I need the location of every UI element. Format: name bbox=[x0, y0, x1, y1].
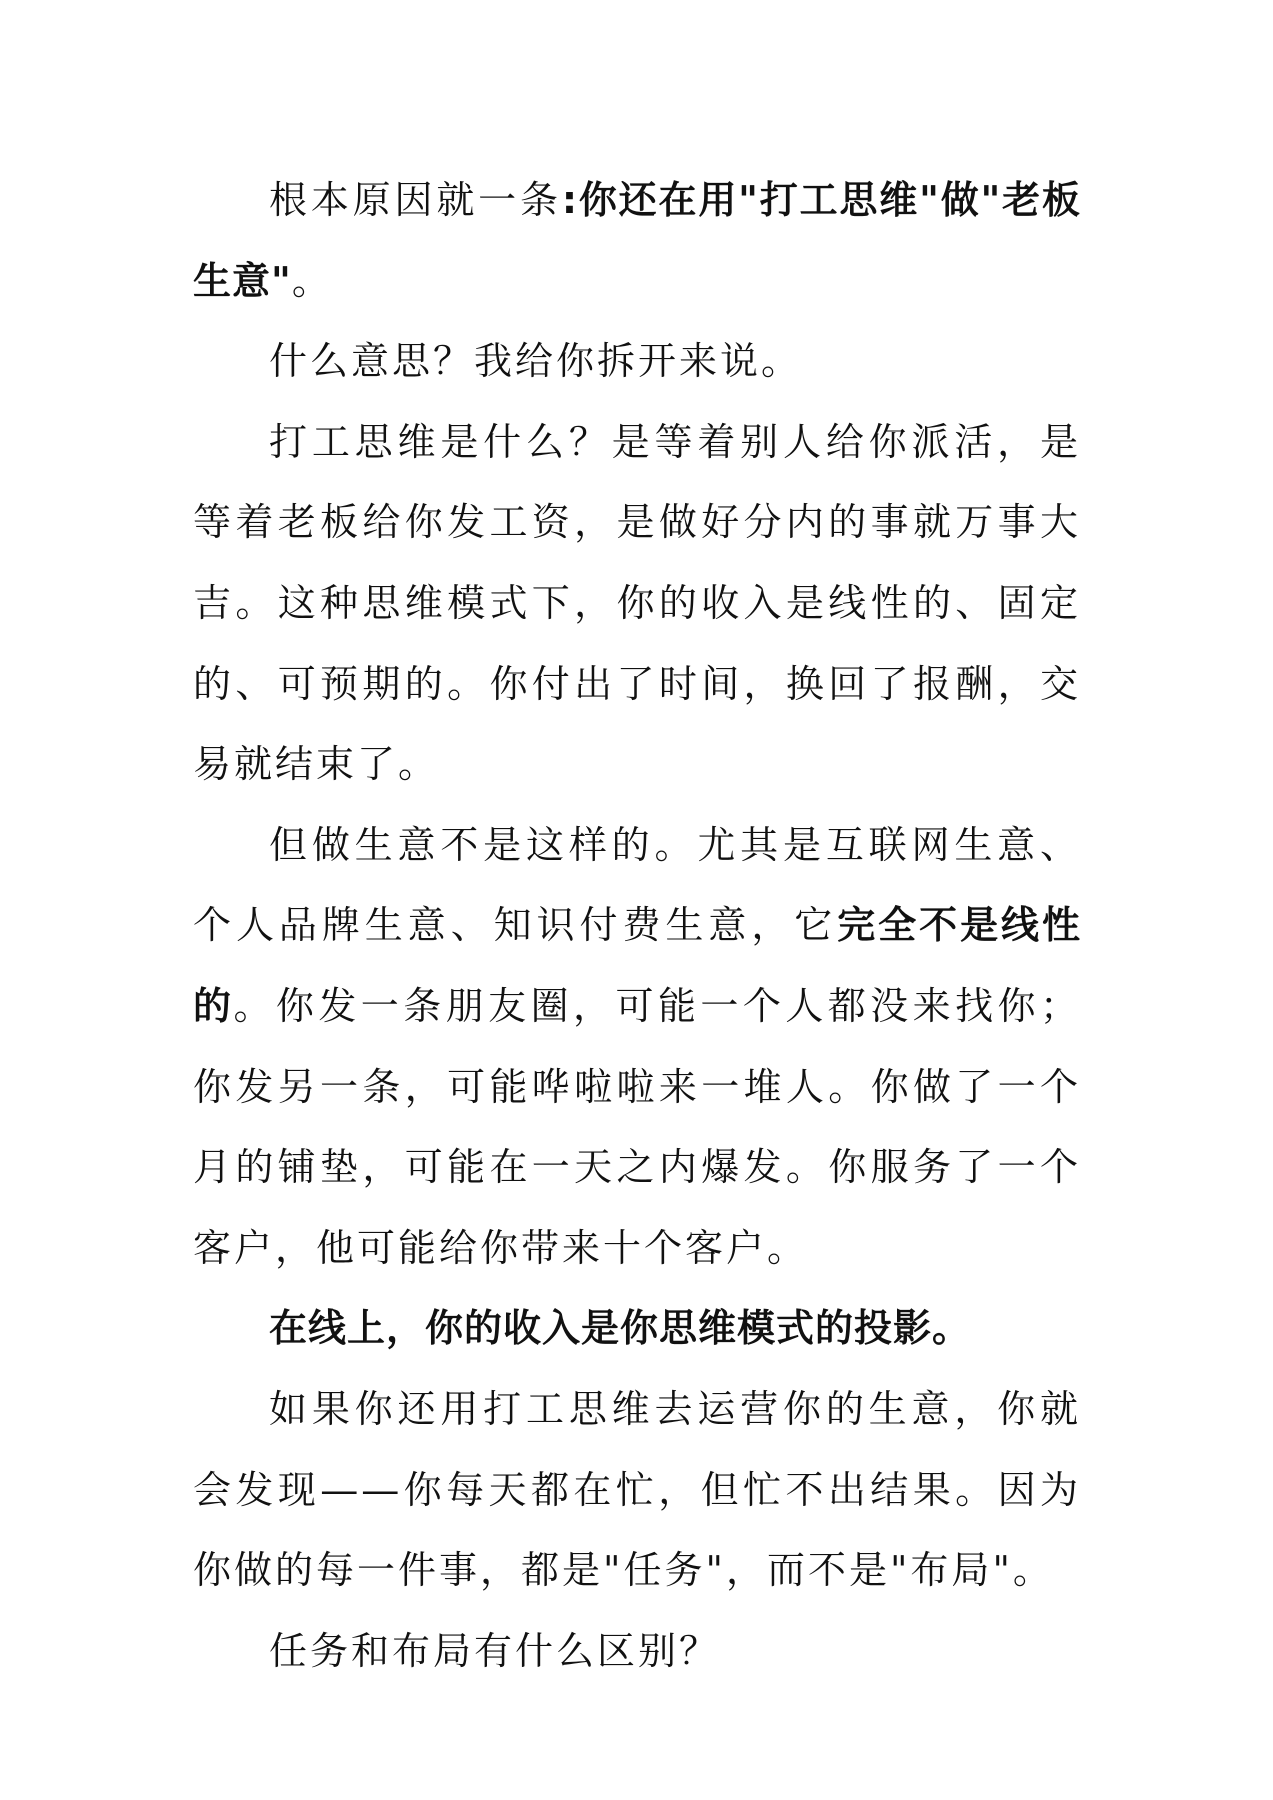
text-segment: 根本原因就一条 bbox=[269, 178, 562, 222]
paragraph-5 bbox=[193, 1288, 1081, 1369]
text-segment: 什么意思？我给你拆开来说。 bbox=[269, 339, 803, 384]
paragraph-3 bbox=[193, 402, 1081, 805]
text-segment: 打工思维是什么？是等着别人给你派活，是等着老板给你发工资，是做好分内的事就万事大吉。这种思维模式下，你的收入是线性的、固定的、可预期的。你付出了时间，换回了报酬，交易就结束了。 bbox=[193, 419, 1081, 787]
text-segment: 任务和布局有什么区别？ bbox=[269, 1628, 721, 1673]
paragraph-4 bbox=[193, 805, 1081, 1289]
paragraph-1 bbox=[193, 160, 1081, 321]
text-segment: 但做生意不是这样的。尤其是互联网生意、个人品牌生意、知识付费生意，它 bbox=[193, 822, 1081, 948]
text-segment: 如果你还用打工思维去运营你的生意，你就会发现——你每天都在忙，但忙不出结果。因为你做的每一件事，都是"任务"，而不是"布局"。 bbox=[193, 1386, 1081, 1593]
text-segment: 。你发一条朋友圈，可能一个人都没来找你；你发另一条，可能哗啦啦来一堆人。你做了一个月的铺垫，可能在一天之内爆发。你服务了一个客户，他可能给你带来十个客户。 bbox=[193, 983, 1081, 1270]
bold-text-segment: :你还在用"打工思维"做"老板生意" bbox=[193, 178, 1081, 303]
paragraph-7 bbox=[193, 1611, 1081, 1692]
document-body bbox=[193, 160, 1081, 1691]
paragraph-6 bbox=[193, 1369, 1081, 1611]
paragraph-2 bbox=[193, 321, 1081, 402]
bold-text-segment: 完全不是线性的 bbox=[193, 903, 1081, 1028]
text-segment: 。 bbox=[291, 258, 333, 303]
bold-text-segment: 在线上，你的收入是你思维模式的投影。 bbox=[269, 1306, 972, 1351]
